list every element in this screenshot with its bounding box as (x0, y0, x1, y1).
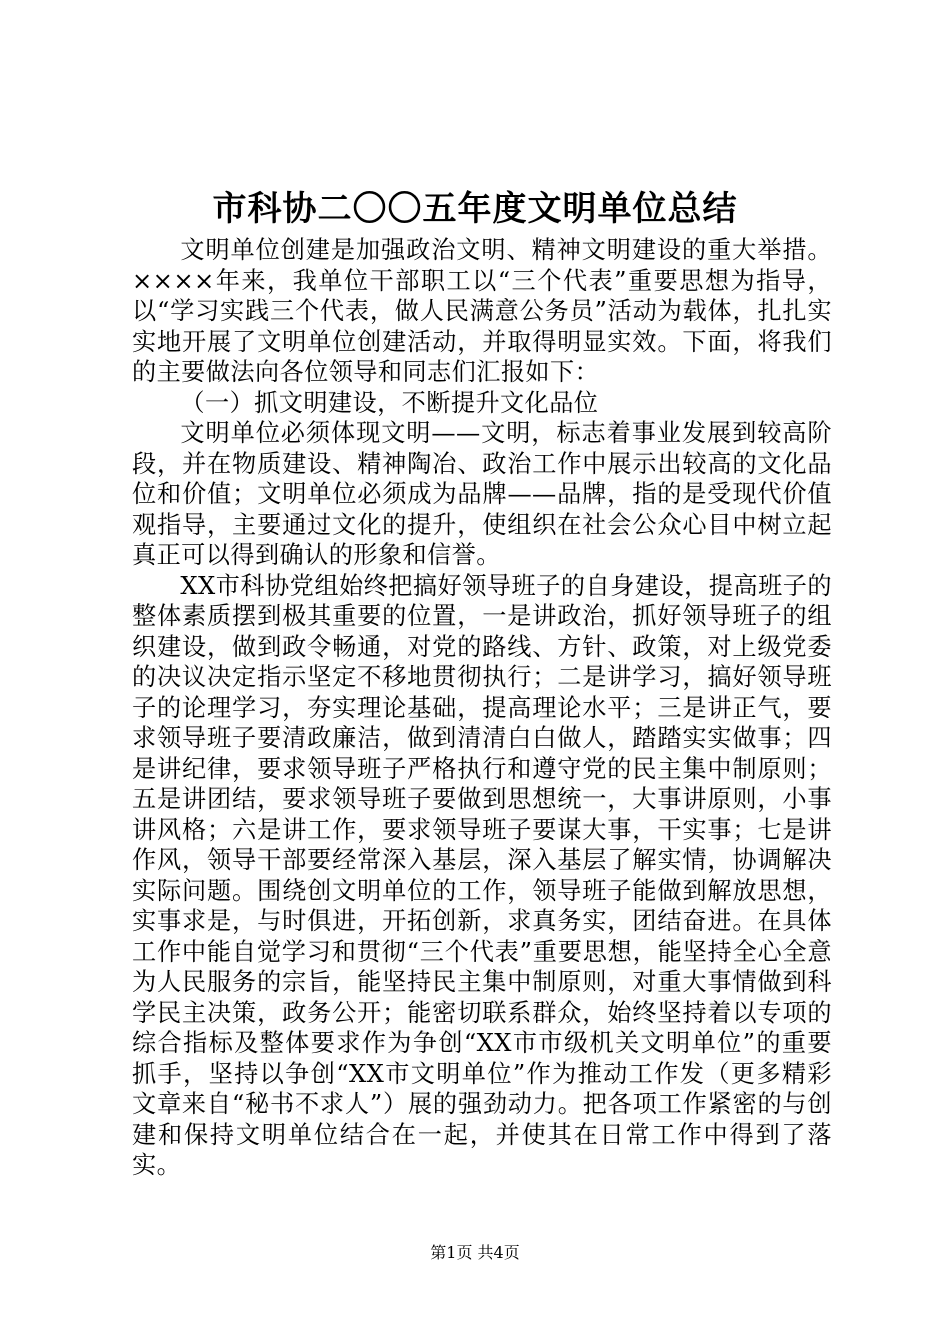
section-heading: （一）抓文明建设，不断提升文化品位 (180, 388, 599, 417)
page-footer: 第1页 共4页 (430, 1243, 520, 1262)
paragraph-intro: 文明单位创建是加强政治文明、精神文明建设的重大举措。××××年来，我单位干部职工以“三个代表”重要思想为指导，以“学习实践三个代表，做人民满意公务员”活动为载体，扎扎实实地开展了文明单位创建活动，并取得明显实效。下面，将我们的主要做法向各位领导和同志们汇报如下： (132, 236, 832, 386)
paragraph-leadership: XX市科协党组始终把搞好领导班子的自身建设，提高班子的整体素质摆到极其重要的位置，一是讲政治，抓好领导班子的组织建设，做到政令畅通，对党的路线、方针、政策，对上级党委的决议决定指示坚定不移地贯彻执行；二是讲学习，搞好领导班子的论理学习，夯实理论基础，提高理论水平；三是讲正气，要求领导班子要清政廉洁，做到清清白白做人，踏踏实实做事；四是讲纪律，要求领导班子严格执行和遵守党的民主集中制原则；五是讲团结，要求领导班子要做到思想统一，大事讲原则，小事讲风格；六是讲工作，要求领导班子要谋大事，干实事；七是讲作风，领导干部要经常深入基层，深入基层了解实情，协调解决实际问题。围绕创文明单位的工作，领导班子能做到解放思想，实事求是，与时俱进，开拓创新，求真务实，团结奋进。在具体工作中能自觉学习和贯彻“三个代表”重要思想，能坚持全心全意为人民服务的宗旨，能坚持民主集中制原则，对重大事情做到科学民主决策，政务公开；能密切联系群众，始终坚持着以专项的综合指标及整体要求作为争创“XX市市级机关文明单位”的重要抓手，坚持以争创“XX市文明单位”作为推动工作发（更多精彩文章来自“秘书不求人”）展的强劲动力。把各项工作紧密的与创建和保持文明单位结合在一起，并使其在日常工作中得到了落实。 (132, 571, 832, 1179)
document-body (132, 235, 832, 1181)
paragraph-civilization: 文明单位必须体现文明——文明，标志着事业发展到较高阶段，并在物质建设、精神陶冶、政治工作中展示出较高的文化品位和价值；文明单位必须成为品牌——品牌，指的是受现代价值观指导，主要通过文化的提升，使组织在社会公众心目中树立起真正可以得到确认的形象和信誉。 (132, 419, 832, 569)
document-title: 市科协二〇〇五年度文明单位总结 (212, 189, 738, 229)
